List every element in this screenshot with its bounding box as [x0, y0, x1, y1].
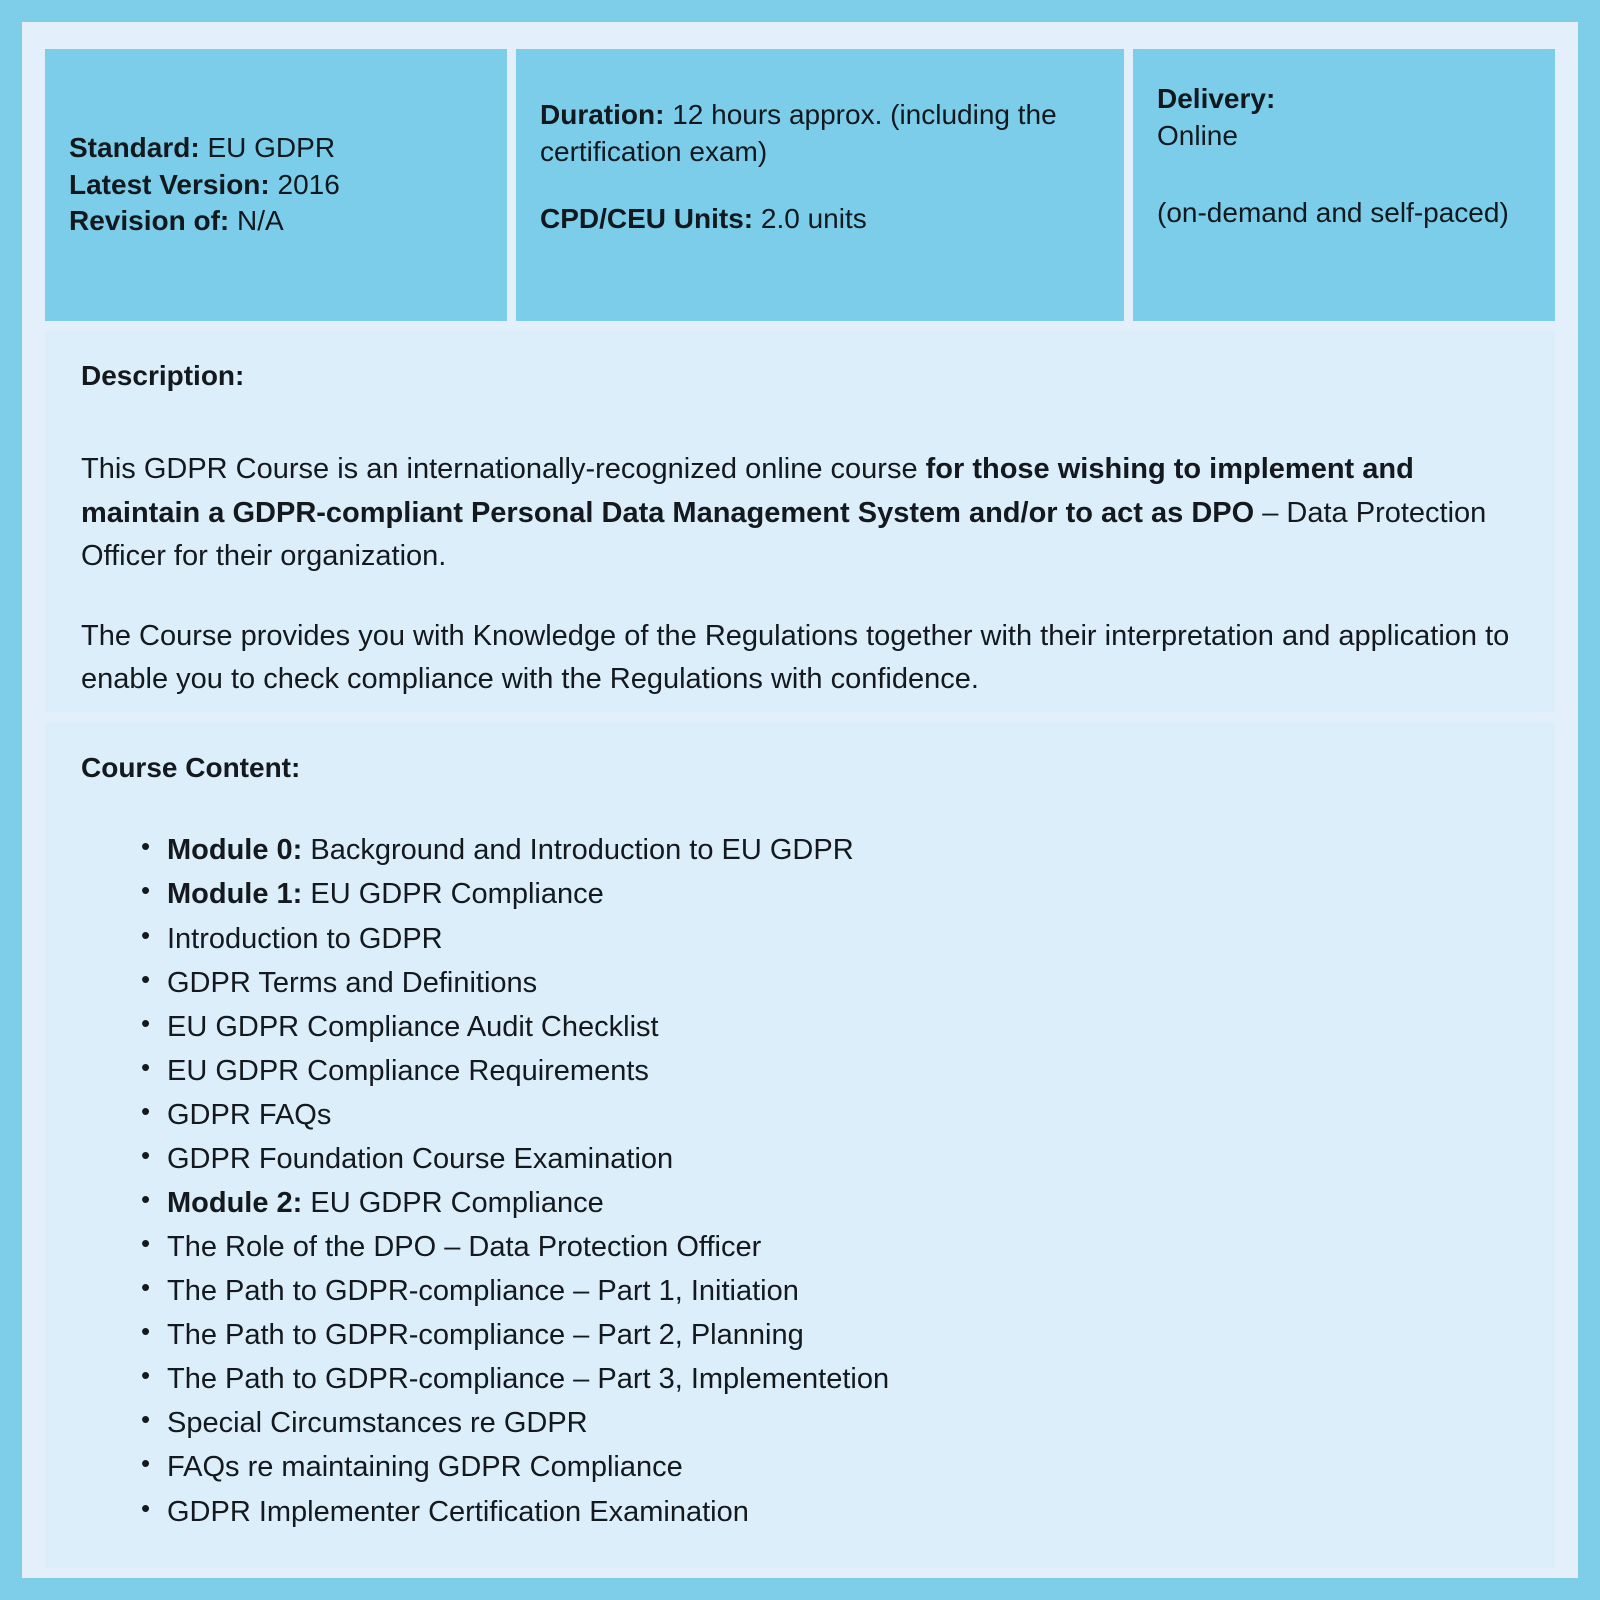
course-content-item — [141, 1357, 1519, 1401]
course-content-item-text: Background and Introduction to EU GDPR — [302, 834, 854, 867]
standard-info-cell — [45, 49, 507, 321]
course-content-item-text: EU GDPR Compliance — [302, 1187, 604, 1220]
delivery-label-text: Delivery: — [1157, 83, 1276, 114]
course-content-item — [141, 1225, 1519, 1269]
description-title: Description: — [81, 360, 245, 391]
description-paragraph-2: The Course provides you with Knowledge of the Regulations together with their interpretation and application to enable you to check compliance with the Regulations with confidence. — [81, 619, 1510, 696]
course-content-item — [141, 1049, 1519, 1093]
delivery-value: Online — [1157, 119, 1238, 151]
revision-line — [69, 203, 483, 240]
standard-value: EU GDPR — [199, 131, 336, 163]
description-paragraph-1 — [81, 448, 1519, 579]
course-content-item — [141, 872, 1519, 916]
duration-info-cell — [516, 49, 1124, 321]
standard-line — [69, 130, 483, 167]
course-content-item — [141, 1401, 1519, 1445]
duration-value: 12 hours approx. (including the certification exam) — [540, 99, 1057, 167]
course-content-item — [141, 961, 1519, 1005]
description-p1-bold: for those wishing to implement and maintain a GDPR-compliant Personal Data Management System and/or to act as DPO — [81, 453, 1414, 529]
course-content-item — [141, 1490, 1519, 1534]
course-content-item — [141, 1137, 1519, 1181]
course-content-item — [141, 1181, 1519, 1225]
course-content-item-module-label: Module 1: — [167, 878, 303, 911]
course-content-item-text: GDPR Implementer Certification Examination — [167, 1495, 749, 1528]
duration-spacer — [540, 171, 1100, 201]
delivery-note: (on-demand and self-paced) — [1157, 196, 1509, 228]
revision-value: N/A — [229, 205, 284, 237]
cpd-line — [540, 201, 1100, 238]
description-panel — [45, 330, 1555, 712]
cpd-value: 2.0 units — [753, 202, 867, 234]
course-content-item — [141, 1313, 1519, 1357]
course-content-item-text: The Path to GDPR-compliance – Part 1, Initiation — [167, 1275, 799, 1308]
course-content-title-spacer — [81, 786, 1519, 828]
delivery-info-cell — [1133, 49, 1555, 321]
course-content-item-text: The Path to GDPR-compliance – Part 2, Planning — [167, 1319, 804, 1352]
course-content-item — [141, 1269, 1519, 1313]
latest-version-line — [69, 167, 483, 204]
description-p1-lead: This GDPR Course is an internationally-recognized online course — [81, 453, 926, 486]
duration-line — [540, 97, 1100, 171]
course-content-item-text: EU GDPR Compliance Audit Checklist — [167, 1010, 659, 1043]
delivery-spacer — [1157, 155, 1531, 195]
header-summary-row — [45, 49, 1555, 321]
course-content-item-text: Introduction to GDPR — [167, 922, 443, 955]
course-content-item-text: GDPR Foundation Course Examination — [167, 1142, 674, 1175]
course-content-panel — [45, 722, 1555, 1568]
course-content-item — [141, 1445, 1519, 1489]
course-content-item-text: GDPR FAQs — [167, 1098, 332, 1131]
duration-label: Duration: — [540, 99, 665, 130]
course-content-item-text: The Role of the DPO – Data Protection Officer — [167, 1231, 762, 1264]
latest-version-label: Latest Version: — [69, 168, 270, 200]
course-content-list — [81, 828, 1519, 1533]
revision-label: Revision of: — [69, 205, 230, 237]
course-content-item-text: Special Circumstances re GDPR — [167, 1407, 588, 1440]
course-content-item-module-label: Module 0: — [167, 834, 303, 867]
cpd-label: CPD/CEU Units: — [540, 202, 754, 234]
course-content-item-text: GDPR Terms and Definitions — [167, 966, 538, 999]
description-paragraph-spacer — [81, 579, 1519, 615]
description-title-spacer — [81, 394, 1519, 448]
course-content-title: Course Content: — [81, 752, 301, 783]
course-content-item-text: EU GDPR Compliance Requirements — [167, 1054, 649, 1087]
course-content-item-text: FAQs re maintaining GDPR Compliance — [167, 1451, 683, 1484]
course-content-item — [141, 917, 1519, 961]
description-p1-tail: – Data Protection Officer for their organization. — [81, 496, 1487, 573]
latest-version-value: 2016 — [269, 168, 340, 200]
course-content-item-text: The Path to GDPR-compliance – Part 3, Implementetion — [167, 1363, 890, 1396]
course-content-item-text: EU GDPR Compliance — [302, 878, 604, 911]
delivery-label — [1157, 81, 1531, 118]
course-content-item — [141, 1005, 1519, 1049]
course-card-frame — [22, 22, 1578, 1578]
course-content-item-module-label: Module 2: — [167, 1187, 303, 1220]
course-content-item — [141, 1093, 1519, 1137]
course-content-item — [141, 828, 1519, 872]
standard-label: Standard: — [69, 131, 200, 163]
